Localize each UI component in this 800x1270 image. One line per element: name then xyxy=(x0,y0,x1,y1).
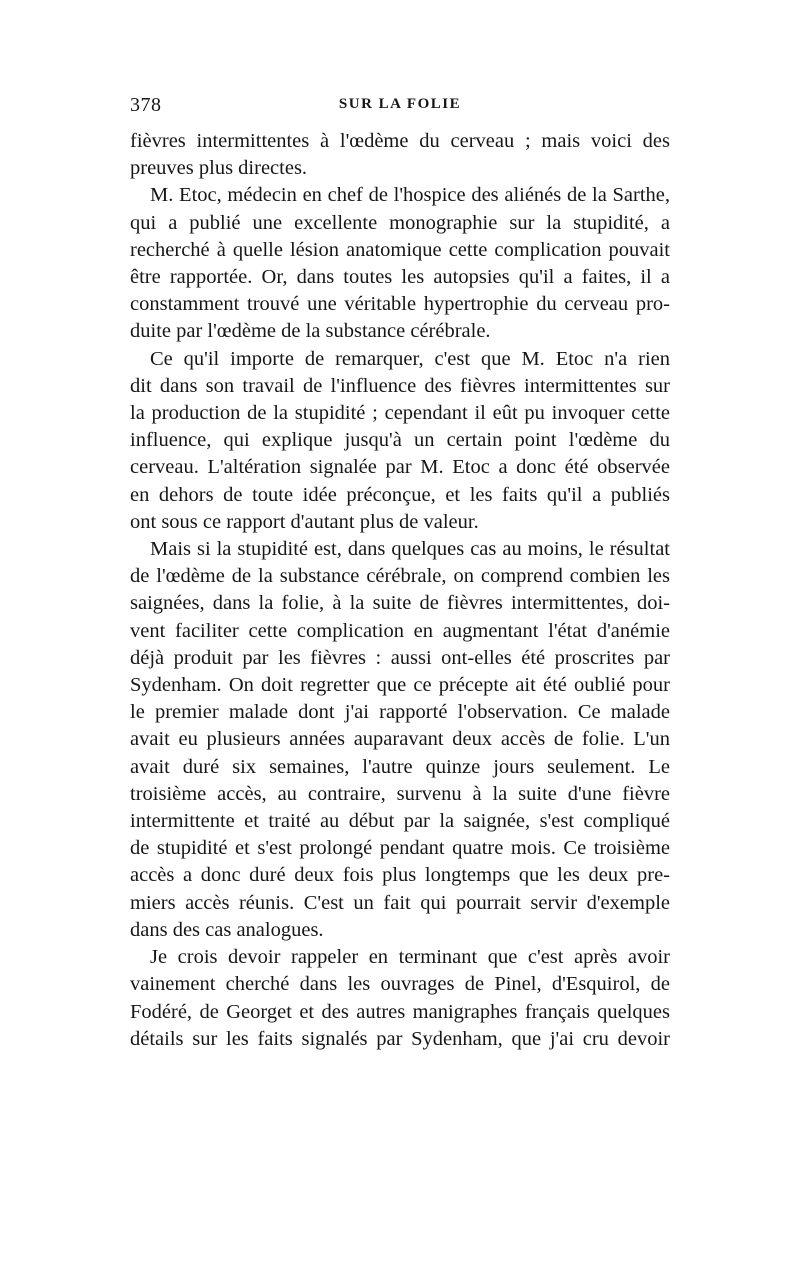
text-line: déjà produit par les fièvres : aussi ont-elles été proscrites par xyxy=(130,646,670,669)
text-line: miers accès réunis. C'est un fait qui pourrait servir d'exemple xyxy=(130,891,670,914)
text-line: de l'œdème de la substance cérébrale, on comprend combien les xyxy=(130,565,670,588)
text-line: dit dans son travail de l'influence des fièvres intermittentes sur xyxy=(130,374,670,397)
text-line: dans des cas analogues. xyxy=(130,918,324,941)
text-line: preuves plus directes. xyxy=(130,157,308,180)
text-line: en dehors de toute idée préconçue, et les faits qu'il a publiés xyxy=(130,483,670,506)
text-line: avait duré six semaines, l'autre quinze jours seulement. Le xyxy=(130,755,670,778)
text-line: saignées, dans la folie, à la suite de fièvres intermittentes, doi- xyxy=(130,592,670,615)
text-line: Je crois devoir rappeler en terminant que c'est après avoir xyxy=(150,946,670,969)
running-title: SUR LA FOLIE xyxy=(338,96,462,112)
text-line: troisième accès, au contraire, survenu à la suite d'une fièvre xyxy=(130,782,670,805)
text-line: détails sur les faits signalés par Sydenham, que j'ai cru devoir xyxy=(130,1027,670,1050)
text-line: avait eu plusieurs années auparavant deux accès de folie. L'un xyxy=(130,728,670,751)
text-line: intermittente et traité au début par la saignée, s'est compliqué xyxy=(130,810,670,833)
text-line: de stupidité et s'est prolongé pendant quatre mois. Ce troisième xyxy=(130,837,670,860)
running-head xyxy=(130,94,670,120)
text-line: accès a donc duré deux fois plus longtemps que les deux pre- xyxy=(130,864,670,887)
body-text xyxy=(130,128,670,1053)
text-line: constamment trouvé une véritable hypertrophie du cerveau pro- xyxy=(130,293,670,316)
text-line: vent faciliter cette complication en augmentant l'état d'anémie xyxy=(130,619,670,642)
text-line: Mais si la stupidité est, dans quelques cas au moins, le résultat xyxy=(150,538,670,561)
text-line: Sydenham. On doit regretter que ce précepte ait été oublié pour xyxy=(130,674,670,697)
text-line: influence, qui explique jusqu'à un certain point l'œdème du xyxy=(130,429,670,452)
text-line: la production de la stupidité ; cependant il eût pu invoquer cette xyxy=(130,402,670,425)
text-line: Ce qu'il importe de remarquer, c'est que M. Etoc n'a rien xyxy=(150,347,670,370)
text-line: le premier malade dont j'ai rapporté l'observation. Ce malade xyxy=(130,701,670,724)
page-number: 378 xyxy=(130,94,162,116)
text-line: fièvres intermittentes à l'œdème du cerveau ; mais voici des xyxy=(130,130,670,152)
text-line: vainement cherché dans les ouvrages de Pinel, d'Esquirol, de xyxy=(130,973,670,996)
text-line: ont sous ce rapport d'autant plus de valeur. xyxy=(130,510,479,533)
text-line: cerveau. L'altération signalée par M. Etoc a donc été observée xyxy=(130,456,670,479)
text-line: recherché à quelle lésion anatomique cette complication pouvait xyxy=(130,238,670,261)
text-line: Fodéré, de Georget et des autres manigraphes français quelques xyxy=(130,1000,670,1023)
text-line: M. Etoc, médecin en chef de l'hospice des aliénés de la Sarthe, xyxy=(150,184,670,207)
text-line: qui a publié une excellente monographie sur la stupidité, a xyxy=(130,211,670,234)
text-line: duite par l'œdème de la substance cérébrale. xyxy=(130,320,491,343)
text-line: être rapportée. Or, dans toutes les autopsies qu'il a faites, il a xyxy=(130,266,670,289)
